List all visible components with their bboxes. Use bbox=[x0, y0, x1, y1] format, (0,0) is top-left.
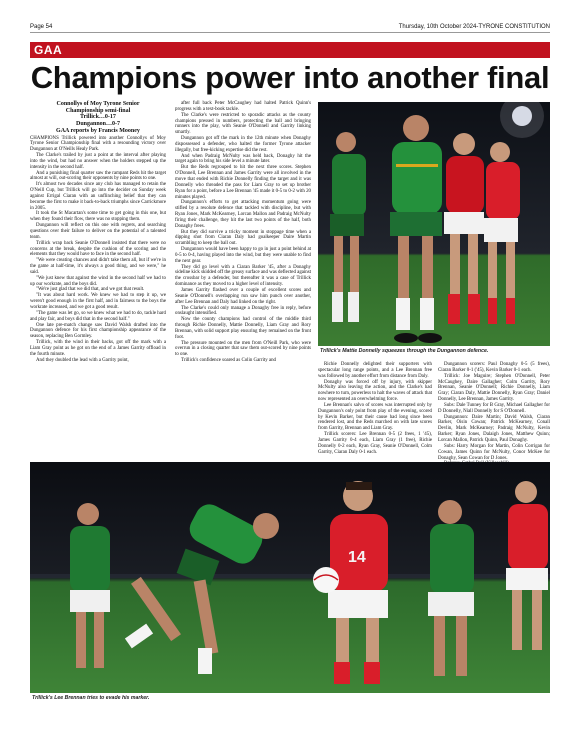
paragraph: They did go level with a Ciaran Barker '45, after a Donaghy sideline kick skidded off the greasy surface and was deflected against the crossbar by a defender, but thereafter it was a case of Trillick dominance as they moved to a higher level of intensity. bbox=[175, 264, 311, 288]
photo-lee-brennan bbox=[30, 462, 550, 693]
paragraph: Dungannon would have been happy to go in just a point behind at 0-5 to 0-4, having played into the wind, but they were unable to find the next gear. bbox=[175, 247, 311, 264]
paragraph: One late pre-match change saw David Walsh drafted into the Dungannon defence for his first championship appearance of the season, replacing Ben Gormley. bbox=[30, 322, 166, 340]
article-column-2 bbox=[175, 101, 311, 364]
paragraph: Dungannon's efforts to get attacking momentum going were stifled by a resolute defence that tackled with discipline, but with Ryan Jones, Mark McKearney, Lorcan Mallon and Padraig McNulty firing their challenge, they hit the last two points of the half, both Donaghy frees. bbox=[175, 200, 311, 229]
paragraph: Trillick, with the wind in their backs, got off the mark with a Liam Gray point as he got on the end of a James Garrity offload in the fourth minute. bbox=[30, 340, 166, 357]
paragraph: "We just knew that against the wind in the second half we had to up our workrate, and the boys did. bbox=[30, 275, 166, 287]
article-column-1 bbox=[30, 101, 166, 363]
paragraph: The Clarke's trailed by just a point at the interval after playing into the wind, but had no answer when the holders stepped up the intensity in the second half. bbox=[30, 153, 166, 170]
paragraph: Trillick's confidence soared as Colin Garrity and bbox=[181, 358, 276, 364]
paragraph: Richie Donnelly delighted their supporters with spectacular long range points, and a Lee Brennan free was followed by another effort from distance from Daly. bbox=[318, 362, 432, 379]
paragraph: Dungannon will reflect on this one with regrets, and searching questions over their failure to deliver on the potential of a talented team. bbox=[30, 223, 166, 240]
paragraph: after full back Peter McCaughey had halted Patrick Quinn's progress with a text-book tackle. bbox=[175, 101, 311, 112]
paragraph: Trillick scorers: Lee Brennan 0-5 (2 frees, 1 '45), James Garrity 0-4 each, Liam Gray (1 free), Richie Donnelly 0-2 each, Ryan Gray, Seanie O'Donnell, Colm Garrity, Ciaran Daly 0-1 each. bbox=[318, 432, 432, 455]
paragraph: And a punishing final quarter saw the rampant Reds hit the target almost at will, out-scoring their opponents by nine points to one. bbox=[30, 170, 166, 182]
page-number: Page 54 bbox=[30, 24, 53, 30]
paragraph: Subs: Dale Tunney for B Gray, Michael Gallagher for D Donnelly, Niall Donnelly for S O'Donnell. bbox=[438, 402, 550, 414]
headline: Champions power into another final bbox=[30, 60, 550, 95]
paragraph: Trillick: Joe Maguire; Stephen O'Donnell, Peter McCaughey, Daire Gallagher; Colm Garrity, Rory Brennan, Seanie O'Donnell; Richie Donnelly, Liam Gray; Ciaran Daly, Mattie Donnelly, Ryan Gray; Daniel Donnelly, Lee Brennan, James Garrity. bbox=[438, 373, 550, 403]
paragraph: Dungannon scorers: Paul Donaghy 0-5 (5 frees), Ciaran Barker 0-1 ('45), Kevin Barker 0-1 each. bbox=[438, 362, 550, 373]
paragraph: But the Reds regrouped to hit the next three scores. Stephen O'Donnell, Lee Brennan and James Garrity were all involved in the move that ended with Richie Donnelly finding the target and it was Donnelly who threaded the pass for Liam Gray to set up brother Ryan for a point, before a Lee Brennan '45 made it 0-5 to 0-2 with 20 minutes played. bbox=[175, 165, 311, 200]
photo-mattie-donnelly bbox=[318, 102, 550, 346]
paragraph: Trillick wrap back Seanie O'Donnell insisted that there were no concerns at the break, despite the cushion of the scoring and the elements that they would have to face in the second half. bbox=[30, 240, 166, 258]
section-label: GAA bbox=[34, 43, 63, 57]
paragraph: CHAMPIONS Trillick powered into another Connollys of Moy Tyrone Senior Championship final with a resounding victory over Dungannon at O'Neills Healy Park. bbox=[30, 135, 166, 153]
caption-photo-1: Trillick's Mattie Donnelly squeezes through the Dungannon defence. bbox=[320, 348, 489, 354]
issue-date: Thursday, 10th October 2024-TYRONE CONSTITUTION bbox=[398, 24, 550, 30]
paragraph: "It was about hard work. We knew we had to step it up, we weren't good enough in the first half, and in fairness to the boys the workrate increased, and we got a good result. bbox=[30, 293, 166, 310]
column-1-body bbox=[30, 136, 166, 364]
paragraph: "The game was let go, so we knew what we had to do, tackle hard and play fair, and boys did that in the second half." bbox=[30, 310, 166, 322]
paragraph: Now the county champions had control of the middle third through Richie Donnelly, Mattie Donnelly, Liam Gray and Rory Brennan, with solid support play ensuring they remained on the front foot. bbox=[175, 317, 311, 340]
paragraph: Lee Brennan's salvo of scores was interrupted only by Dungannon's only point from play of the evening, scored by Kevin Barker, but their cause had long since been rendered lost, and the Reds marched on with late scores from Garrity, Brennan and Liam Gray. bbox=[318, 402, 432, 432]
paragraph: Dungannon got off the mark in the 12th minute when Donaghy dispossessed a defender, who halted the former Tyrone attacker illegally, but free-kicking expertise did the rest. bbox=[175, 136, 311, 153]
byline: GAA reports by Francis Mooney bbox=[56, 127, 140, 134]
page-header bbox=[30, 22, 550, 33]
paragraph: It took the St Macartan's some time to get going in this one, but when they found their flow, there was no stopping them. bbox=[30, 211, 166, 223]
paragraph: Dungannon: Daire Martin; David Walsh, Ciaran Barker, Oisin Cowan; Patrick McKearney, Conall Devlin, Mark McKearney; Padraig McNulty, Kevin Barker; Ryan Jones, Dalaigh Jones, Matthew Quinn; Lorcan Mallon, Patrick Quinn, Paul Donaghy. bbox=[438, 414, 550, 443]
section-banner bbox=[30, 42, 550, 58]
column-2-body bbox=[175, 101, 311, 364]
paragraph: It's almost two decades since any club has managed to retain the O'Neill Cup, but Trillick will go into the decider on Sunday week against Errigal Ciaran with an unflinching belief that they can become the first to make it back-to-back triumphs since Carrickmore in 2005. bbox=[30, 182, 166, 211]
paragraph: The Clarke's were restricted to sporadic attacks as the county champions pressed in numbers, protecting the ball and bringing runners into the play, with Seanie O'Donnell and Garrity linking smartly. bbox=[175, 112, 311, 136]
paragraph: The pressure mounted on the men from O'Neill Park, who were overrun in a closing quarter that saw them out-scored by nine points to one. bbox=[175, 340, 311, 358]
paragraph: "We're just glad that we did that, and we got that result. bbox=[36, 287, 145, 293]
caption-photo-2: Trillick's Lee Brennan tries to evade his marker. bbox=[32, 695, 150, 701]
article-kicker: Connollys of Moy Tyrone Senior Championship semi-final Trillick…0-17 Dungannon…0-7 GAA reports by Francis Mooney bbox=[30, 101, 166, 135]
article-column-4 bbox=[438, 362, 550, 467]
paragraph: And when Padraig McNulty was held back, Donaghy hit the target again to bring his side level a minute later. bbox=[175, 153, 311, 165]
paragraph: Donaghy was forced off by injury, with skipper McNulty also leaving the action, and the Clarke's had nowhere to turn, powerless to halt the waves of attack that now represented an overwhelming force. bbox=[318, 379, 432, 403]
column-4-body bbox=[438, 362, 550, 467]
paragraph: James Garrity flashed over a couple of excellent scores and Seanie O'Donnell's overlapping run saw him punch over another, after Lee Brennan and Daly had linked on the right. bbox=[175, 288, 311, 305]
article-column-3 bbox=[318, 362, 432, 456]
paragraph: "We were creating chances and didn't take them all, but if we're in the game at half-time, it's always a good thing, and we were," he said. bbox=[30, 258, 166, 275]
paragraph: And they doubled the lead with a Garrity point, bbox=[36, 357, 129, 363]
paragraph: Subs: Harry Morgan for Martin, Colin Corrigan for Cowan, James Quinn for McNulty, Conor McKee for Donaghy, Sean Cowan for D Jones. bbox=[438, 443, 550, 461]
column-3-body bbox=[318, 362, 432, 456]
paragraph: The Clarke's could only manage a Donaghy free in reply, before onslaught intensified. bbox=[175, 305, 311, 317]
paragraph: But they did survive a tricky moment in stoppage time when a dipping shot from Ciaran Daly had goalkeeper Daire Martin scrambling to keep the ball out. bbox=[175, 229, 311, 247]
svg-text:14: 14 bbox=[348, 549, 366, 566]
